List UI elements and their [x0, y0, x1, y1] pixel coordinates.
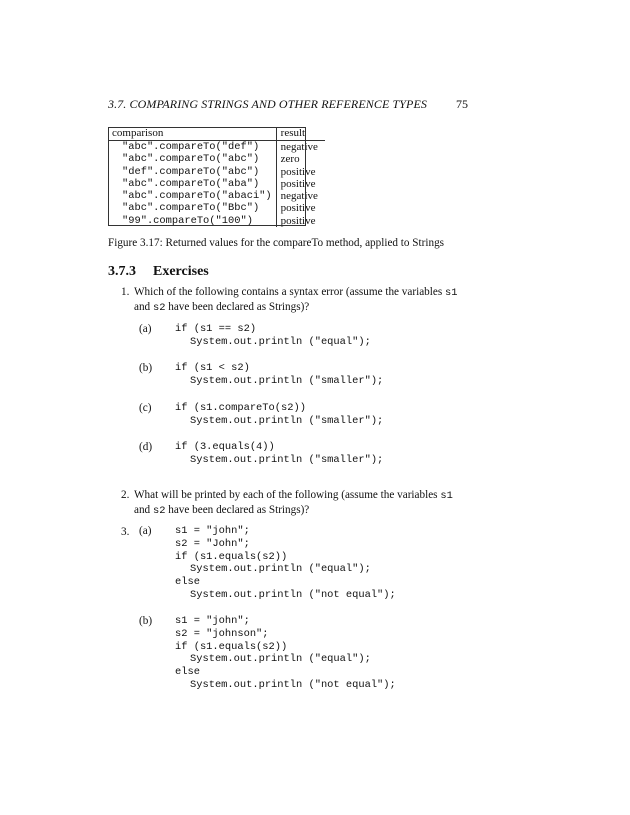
table-row: [108, 141, 325, 154]
code-line: System.out.println ("smaller");: [190, 414, 384, 427]
table-row: [108, 178, 325, 190]
code-line: else: [175, 576, 200, 589]
option-label: (b): [139, 615, 153, 627]
code-block: [175, 323, 371, 349]
comparison-cell: "99".compareTo("100"): [108, 215, 276, 227]
code-line: System.out.println ("equal");: [190, 653, 371, 666]
code-line: else: [175, 666, 200, 679]
code-block: [175, 402, 383, 428]
table-row: [108, 215, 325, 227]
code-block: [175, 525, 396, 602]
code-line: if (s1.equals(s2)): [175, 550, 288, 563]
result-cell: negative: [280, 190, 318, 203]
option-label: (d): [139, 441, 153, 453]
exercise-number: 3.: [121, 526, 130, 538]
comparison-cell: "abc".compareTo("aba"): [108, 178, 276, 190]
exercise-2-line-2: [134, 503, 474, 518]
code-line: System.out.println ("smaller");: [190, 374, 384, 387]
prompt-text: have been declared as Strings)?: [165, 301, 310, 313]
code-line: if (s1 < s2): [175, 362, 250, 374]
exercise-number: 2.: [121, 489, 130, 501]
code-line: System.out.println ("smaller");: [190, 453, 384, 466]
option-label: (c): [139, 402, 152, 414]
result-cell: negative: [280, 141, 318, 153]
table-header-row: [108, 127, 325, 141]
result-cell: positive: [280, 165, 316, 178]
exercise-2-line-1: [134, 488, 474, 503]
option-label: (b): [139, 362, 153, 374]
code-line: System.out.println ("not equal");: [190, 588, 396, 601]
result-cell: positive: [280, 177, 316, 190]
figure-caption: Figure 3.17: Returned values for the compareTo method, applied to Strings: [108, 237, 445, 249]
code-block: [175, 362, 383, 388]
code-line: if (3.equals(4)): [175, 441, 275, 453]
table-row: [108, 202, 325, 214]
prompt-text: What will be printed by each of the following (assume the variables: [134, 489, 441, 501]
option-label: (a): [139, 323, 152, 335]
exercise-2-prompt: [134, 488, 474, 518]
section-heading: [108, 264, 209, 280]
variable-s2: s2: [152, 302, 166, 314]
prompt-text: Which of the following contains a syntax error (assume the variables: [134, 286, 445, 298]
code-line: if (s1.compareTo(s2)): [175, 402, 306, 414]
variable-s1: s1: [440, 490, 453, 502]
code-line: s1 = "john";: [175, 525, 250, 537]
code-line: System.out.println ("not equal");: [190, 678, 396, 691]
code-line: System.out.println ("equal");: [190, 335, 371, 348]
code-block: [175, 615, 396, 692]
column-header-result: result: [276, 127, 325, 141]
comparison-cell: "abc".compareTo("abaci"): [108, 190, 276, 202]
code-line: if (s1.equals(s2)): [175, 640, 288, 653]
result-cell: positive: [280, 214, 316, 227]
code-line: if (s1 == s2): [175, 323, 257, 335]
compareto-results-table: [108, 127, 325, 227]
comparison-cell: "abc".compareTo("abc"): [108, 153, 276, 165]
exercise-1-line-1: [134, 285, 474, 300]
code-block: [175, 441, 383, 467]
comparison-cell: "abc".compareTo("def"): [108, 141, 276, 154]
table-row: [108, 190, 325, 202]
table-row: [108, 166, 325, 178]
prompt-text: and: [134, 504, 153, 516]
exercise-number: 1.: [121, 286, 130, 298]
page-number: 75: [456, 97, 468, 111]
option-label: (a): [139, 525, 152, 537]
column-header-comparison: comparison: [108, 127, 276, 141]
result-cell: zero: [280, 153, 300, 166]
section-title: Exercises: [153, 264, 209, 279]
exercise-1-prompt: [134, 285, 474, 315]
code-line: s1 = "john";: [175, 615, 250, 627]
comparison-cell: "def".compareTo("abc"): [108, 166, 276, 178]
variable-s1: s1: [444, 287, 458, 299]
exercise-1-line-2: [134, 300, 474, 315]
running-header-title: 3.7. COMPARING STRINGS AND OTHER REFERENCE TYPES: [108, 97, 428, 111]
code-line: s2 = "John";: [175, 537, 250, 550]
result-cell: positive: [280, 202, 316, 215]
prompt-text: have been declared as Strings)?: [165, 504, 310, 516]
code-line: System.out.println ("equal");: [190, 563, 371, 576]
section-number: 3.7.3: [108, 264, 136, 279]
variable-s2: s2: [152, 505, 166, 517]
prompt-text: and: [134, 301, 153, 313]
comparison-cell: "abc".compareTo("Bbc"): [108, 202, 276, 214]
code-line: s2 = "johnson";: [175, 627, 269, 640]
table-row: [108, 153, 325, 165]
